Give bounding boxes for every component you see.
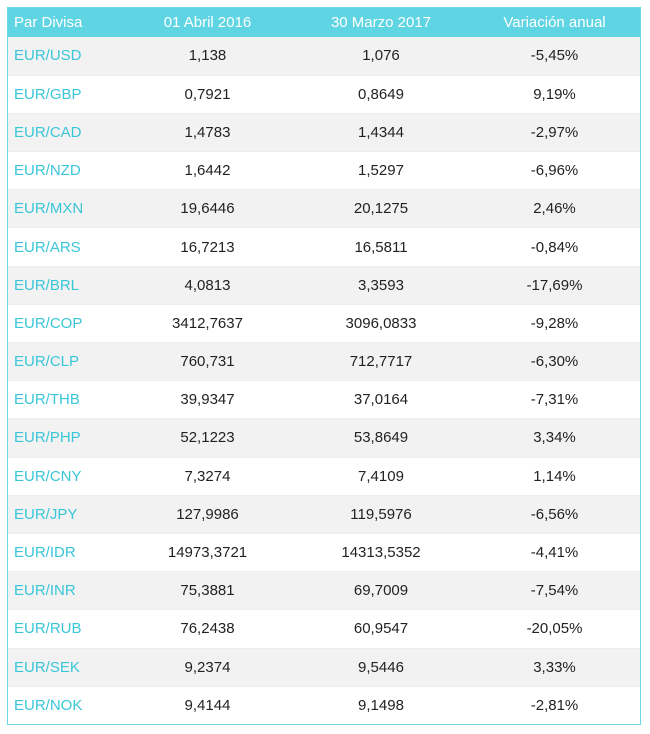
cell-rate-2017: 3096,0833 bbox=[293, 304, 469, 342]
cell-rate-2016: 75,3881 bbox=[122, 572, 293, 610]
cell-rate-2017: 0,8649 bbox=[293, 75, 469, 113]
cell-rate-2016: 16,7213 bbox=[122, 228, 293, 266]
table-row bbox=[8, 648, 640, 686]
cell-variation: -6,56% bbox=[469, 495, 640, 533]
cell-rate-2017: 9,5446 bbox=[293, 648, 469, 686]
cell-pair: EUR/BRL bbox=[8, 266, 122, 304]
cell-variation: 9,19% bbox=[469, 75, 640, 113]
cell-variation: 3,34% bbox=[469, 419, 640, 457]
cell-pair: EUR/GBP bbox=[8, 75, 122, 113]
cell-rate-2017: 53,8649 bbox=[293, 419, 469, 457]
cell-rate-2017: 3,3593 bbox=[293, 266, 469, 304]
cell-pair: EUR/SEK bbox=[8, 648, 122, 686]
cell-rate-2016: 4,0813 bbox=[122, 266, 293, 304]
cell-rate-2016: 1,6442 bbox=[122, 152, 293, 190]
cell-variation: -9,28% bbox=[469, 304, 640, 342]
cell-variation: -2,97% bbox=[469, 113, 640, 151]
cell-variation: -2,81% bbox=[469, 686, 640, 724]
cell-rate-2016: 76,2438 bbox=[122, 610, 293, 648]
cell-pair: EUR/RUB bbox=[8, 610, 122, 648]
cell-rate-2016: 9,4144 bbox=[122, 686, 293, 724]
table-row bbox=[8, 266, 640, 304]
cell-pair: EUR/IDR bbox=[8, 533, 122, 571]
cell-rate-2016: 3412,7637 bbox=[122, 304, 293, 342]
table-row bbox=[8, 113, 640, 151]
cell-rate-2017: 1,5297 bbox=[293, 152, 469, 190]
cell-variation: 2,46% bbox=[469, 190, 640, 228]
cell-rate-2016: 9,2374 bbox=[122, 648, 293, 686]
cell-variation: -5,45% bbox=[469, 37, 640, 75]
cell-rate-2017: 60,9547 bbox=[293, 610, 469, 648]
cell-variation: -4,41% bbox=[469, 533, 640, 571]
cell-pair: EUR/THB bbox=[8, 381, 122, 419]
header-date-2016: 01 Abril 2016 bbox=[163, 14, 252, 31]
cell-pair: EUR/NZD bbox=[8, 152, 122, 190]
table-row bbox=[8, 495, 640, 533]
table-row bbox=[8, 304, 640, 342]
cell-rate-2016: 760,731 bbox=[122, 343, 293, 381]
exchange-rate-table bbox=[7, 7, 641, 725]
rates-table bbox=[8, 8, 640, 725]
cell-pair: EUR/MXN bbox=[8, 190, 122, 228]
cell-rate-2016: 14973,3721 bbox=[122, 533, 293, 571]
cell-pair: EUR/ARS bbox=[8, 228, 122, 266]
cell-variation: -6,30% bbox=[469, 343, 640, 381]
cell-rate-2016: 52,1223 bbox=[122, 419, 293, 457]
table-row bbox=[8, 343, 640, 381]
cell-rate-2016: 127,9986 bbox=[122, 495, 293, 533]
cell-pair: EUR/PHP bbox=[8, 419, 122, 457]
cell-pair: EUR/NOK bbox=[8, 686, 122, 724]
cell-variation: -17,69% bbox=[469, 266, 640, 304]
cell-rate-2016: 19,6446 bbox=[122, 190, 293, 228]
cell-rate-2017: 14313,5352 bbox=[293, 533, 469, 571]
cell-rate-2016: 39,9347 bbox=[122, 381, 293, 419]
cell-pair: EUR/CAD bbox=[8, 113, 122, 151]
table-row bbox=[8, 533, 640, 571]
header-pair: Par Divisa bbox=[14, 14, 83, 31]
cell-rate-2017: 37,0164 bbox=[293, 381, 469, 419]
header-date-2017: 30 Marzo 2017 bbox=[330, 14, 432, 31]
cell-variation: -20,05% bbox=[469, 610, 640, 648]
cell-variation: -6,96% bbox=[469, 152, 640, 190]
table-row bbox=[8, 457, 640, 495]
cell-rate-2016: 1,4783 bbox=[122, 113, 293, 151]
cell-rate-2017: 9,1498 bbox=[293, 686, 469, 724]
cell-rate-2016: 1,138 bbox=[122, 37, 293, 75]
cell-pair: EUR/INR bbox=[8, 572, 122, 610]
table-row bbox=[8, 228, 640, 266]
cell-variation: -7,31% bbox=[469, 381, 640, 419]
table-row bbox=[8, 190, 640, 228]
cell-rate-2017: 7,4109 bbox=[293, 457, 469, 495]
cell-rate-2017: 1,076 bbox=[293, 37, 469, 75]
cell-variation: -7,54% bbox=[469, 572, 640, 610]
cell-pair: EUR/JPY bbox=[8, 495, 122, 533]
cell-rate-2016: 7,3274 bbox=[122, 457, 293, 495]
cell-variation: -0,84% bbox=[469, 228, 640, 266]
table-row bbox=[8, 152, 640, 190]
cell-pair: EUR/USD bbox=[8, 37, 122, 75]
cell-pair: EUR/COP bbox=[8, 304, 122, 342]
table-row bbox=[8, 419, 640, 457]
cell-rate-2016: 0,7921 bbox=[122, 75, 293, 113]
cell-rate-2017: 119,5976 bbox=[293, 495, 469, 533]
cell-rate-2017: 20,1275 bbox=[293, 190, 469, 228]
table-row bbox=[8, 610, 640, 648]
cell-rate-2017: 16,5811 bbox=[293, 228, 469, 266]
cell-variation: 3,33% bbox=[469, 648, 640, 686]
table-row bbox=[8, 381, 640, 419]
cell-pair: EUR/CNY bbox=[8, 457, 122, 495]
table-header-row bbox=[8, 8, 640, 37]
cell-variation: 1,14% bbox=[469, 457, 640, 495]
table-row bbox=[8, 75, 640, 113]
header-variation: Variación anual bbox=[503, 14, 606, 31]
cell-rate-2017: 69,7009 bbox=[293, 572, 469, 610]
cell-rate-2017: 1,4344 bbox=[293, 113, 469, 151]
cell-rate-2017: 712,7717 bbox=[293, 343, 469, 381]
cell-pair: EUR/CLP bbox=[8, 343, 122, 381]
table-row bbox=[8, 572, 640, 610]
table-row bbox=[8, 686, 640, 724]
table-row bbox=[8, 37, 640, 75]
